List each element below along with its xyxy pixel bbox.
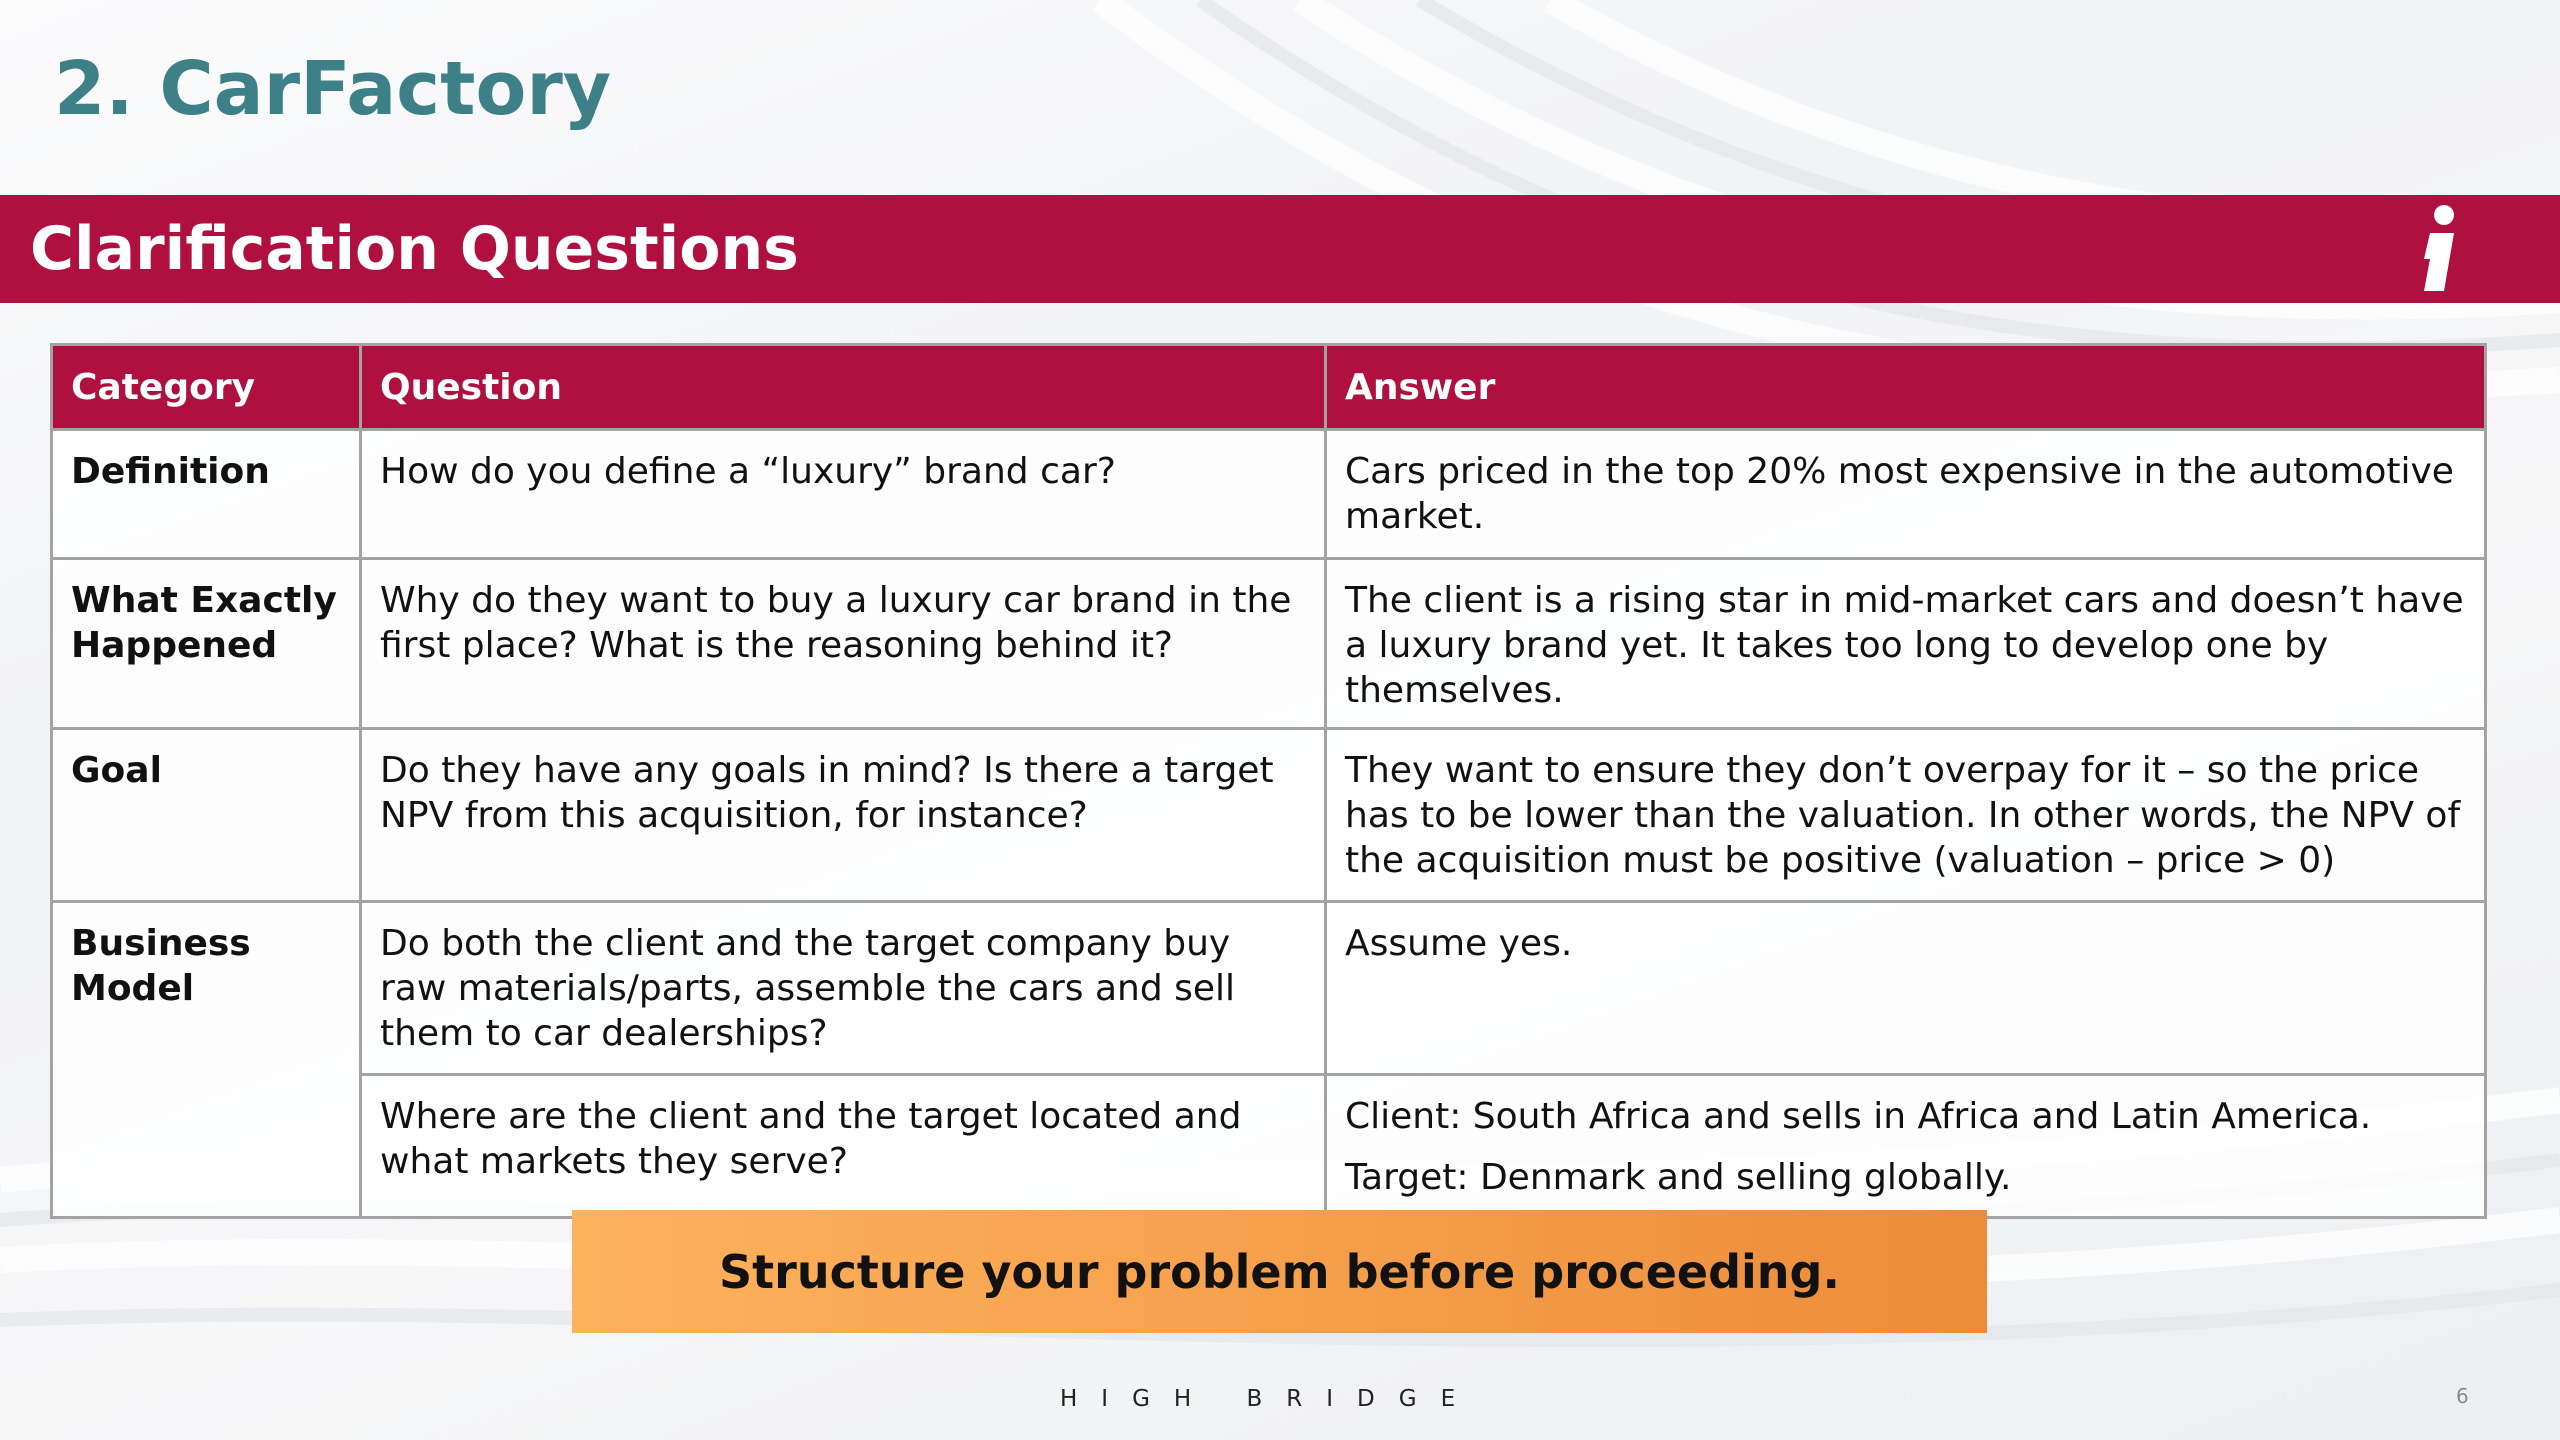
clarification-table <box>50 343 2487 1219</box>
row-category: Business Model <box>52 902 361 1218</box>
row-question: Why do they want to buy a luxury car brand in the first place? What is the reasoning behind it? <box>361 559 1326 729</box>
table-header-row <box>52 345 2486 430</box>
table-row <box>52 729 2486 902</box>
page-number: 6 <box>2456 1384 2469 1408</box>
answer-line: The client is a rising star in mid-market cars and doesn’t have a luxury brand yet. It takes too long to develop one by themselves. <box>1345 580 2464 711</box>
section-banner <box>0 195 2560 303</box>
cta-banner <box>572 1210 1987 1333</box>
header-answer: Answer <box>1326 345 2486 430</box>
row-category: Goal <box>52 729 361 902</box>
row-question: Do both the client and the target company buy raw materials/parts, assemble the cars and sell them to car dealerships? <box>361 902 1326 1075</box>
answer-line: Assume yes. <box>1345 923 1573 964</box>
answer-line: Target: Denmark and selling globally. <box>1345 1157 2012 1198</box>
section-title: Clarification Questions <box>30 214 799 284</box>
row-answer <box>1326 729 2486 902</box>
answer-line: Cars priced in the top 20% most expensive in the automotive market. <box>1345 451 2454 537</box>
row-question: How do you define a “luxury” brand car? <box>361 430 1326 559</box>
footer-brand: HIGH BRIDGE <box>1060 1386 1480 1412</box>
answer-line: Client: South Africa and sells in Africa and Latin America. <box>1345 1096 2372 1137</box>
table-row <box>52 559 2486 729</box>
row-category: What Exactly Happened <box>52 559 361 729</box>
table-row <box>52 1075 2486 1218</box>
info-icon <box>2410 203 2470 295</box>
table-row <box>52 902 2486 1075</box>
row-category: Definition <box>52 430 361 559</box>
row-question: Do they have any goals in mind? Is there a target NPV from this acquisition, for instance? <box>361 729 1326 902</box>
page-title: 2. CarFactory <box>54 46 612 132</box>
row-answer <box>1326 559 2486 729</box>
row-answer <box>1326 902 2486 1075</box>
row-answer <box>1326 1075 2486 1218</box>
cta-text: Structure your problem before proceeding. <box>719 1244 1840 1299</box>
header-question: Question <box>361 345 1326 430</box>
answer-line: They want to ensure they don’t overpay for it – so the price has to be lower than the valuation. In other words, the NPV of the acquisition must be positive (valuation – price > 0) <box>1345 750 2461 881</box>
row-answer <box>1326 430 2486 559</box>
row-question: Where are the client and the target located and what markets they serve? <box>361 1075 1326 1218</box>
table-row <box>52 430 2486 559</box>
header-category: Category <box>52 345 361 430</box>
